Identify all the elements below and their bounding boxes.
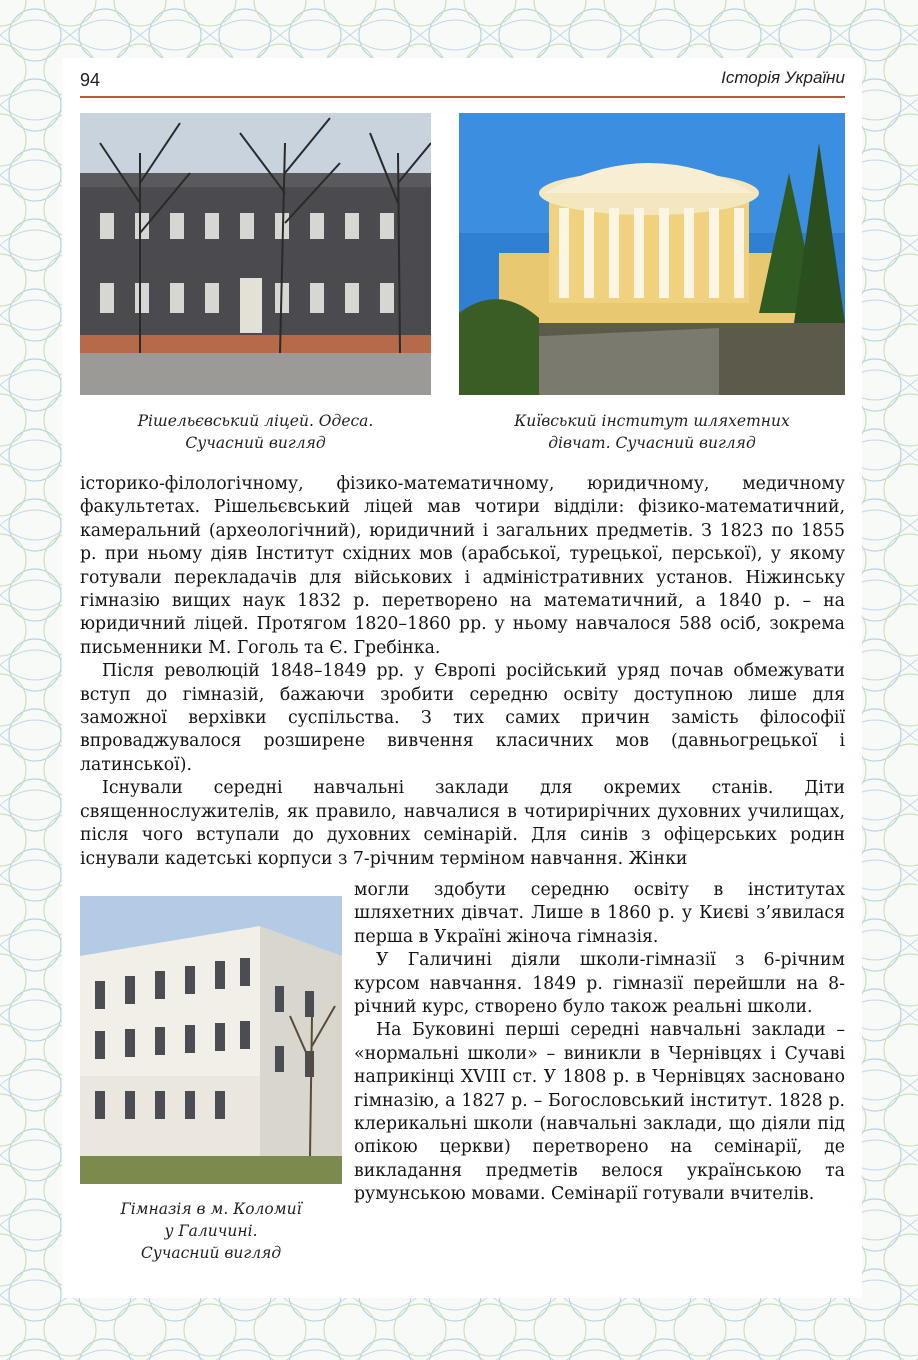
photo-kyiv-institute [459, 113, 845, 395]
caption-line: Сучасний вигляд [185, 434, 326, 452]
caption-line: Сучасний вигляд [140, 1244, 282, 1262]
paragraph: могли здобути середню освіту в інститутах шляхетних дівчат. Лише в 1860 р. у Києві з’явилася перша в Україні жіноча гімназія. [354, 880, 845, 947]
photo-richelieu-lyceum [80, 113, 431, 395]
paragraph: Існували середні навчальні заклади для окремих станів. Діти священнослужителів, як правило, навчалися в чотирирічних духовних училищах, після чого вступали до духовних семінарій. Для синів з офіцерських родин існували кадетські корпуси з 7-річним терміном навчання. Жінки [80, 778, 845, 869]
header-rule [80, 96, 845, 98]
paragraph: історико-філологічному, фізико-математичному, юридичному, медичному факультетах. Рішельєвський ліцей мав чотири відділи: фізико-математичний, камеральний (археологічний), юридичний і загальних предметів. З 1823 по 1855 р. при ньому діяв Інститут східних мов (арабської, турецької, перської), у якому готували перекладачів для військових і адміністративних установ. Ніжинську гімназію вищих наук 1832 р. перетворено на математичний, а 1840 р. – на юридичний ліцей. Протягом 1820–1860 рр. у ньому навчалося 588 осіб, зокрема письменники М. Гоголь та Є. Гребінка. [80, 474, 845, 658]
page-number: 94 [80, 70, 101, 90]
body-text-side [354, 879, 845, 1207]
caption-line: дівчат. Сучасний вигляд [548, 434, 756, 452]
caption-kolomyia-gymnasium [80, 1198, 342, 1264]
caption-kyiv-institute [459, 410, 845, 454]
caption-line: Рішельєвський ліцей. Одеса. [137, 412, 374, 430]
caption-line: Гімназія в м. Коломиї [120, 1200, 302, 1218]
photo-kolomyia-gymnasium [80, 896, 342, 1184]
caption-richelieu-lyceum [80, 410, 431, 454]
caption-line: Київський інститут шляхетних [514, 412, 790, 430]
running-title: Історія України [721, 68, 845, 87]
body-text-top [80, 473, 845, 871]
paragraph: На Буковині перші середні навчальні заклади – «нормальні школи» – виникли в Чернівцях і Сучаві наприкінці XVIII ст. У 1808 р. в Чернівцях засновано гімназію, а 1827 р. – Богословський інститут. 1828 р. клерикальні школи (навчальні заклади, що діяли під опікою церкви) перетворено на семінарії, де викладання предметів велося українською та румунською мовами. Семінарії готували вчителів. [354, 1020, 845, 1205]
paragraph: Після революцій 1848–1849 рр. у Європі російський уряд почав обмежувати вступ до гімназій, бажаючи зробити середню освіту доступною лише для заможної верхівки суспільства. З тих самих причин замість філософії впроваджувалося розширене вивчення класичних мов (давньогрецької і латинської). [80, 661, 845, 775]
caption-line: у Галичині. [164, 1222, 258, 1240]
paragraph: У Галичині діяли школи-гімназії з 6-річним курсом навчання. 1849 р. гімназії перейшли на 8-річний курс, створено було також реальні школи. [354, 950, 845, 1018]
